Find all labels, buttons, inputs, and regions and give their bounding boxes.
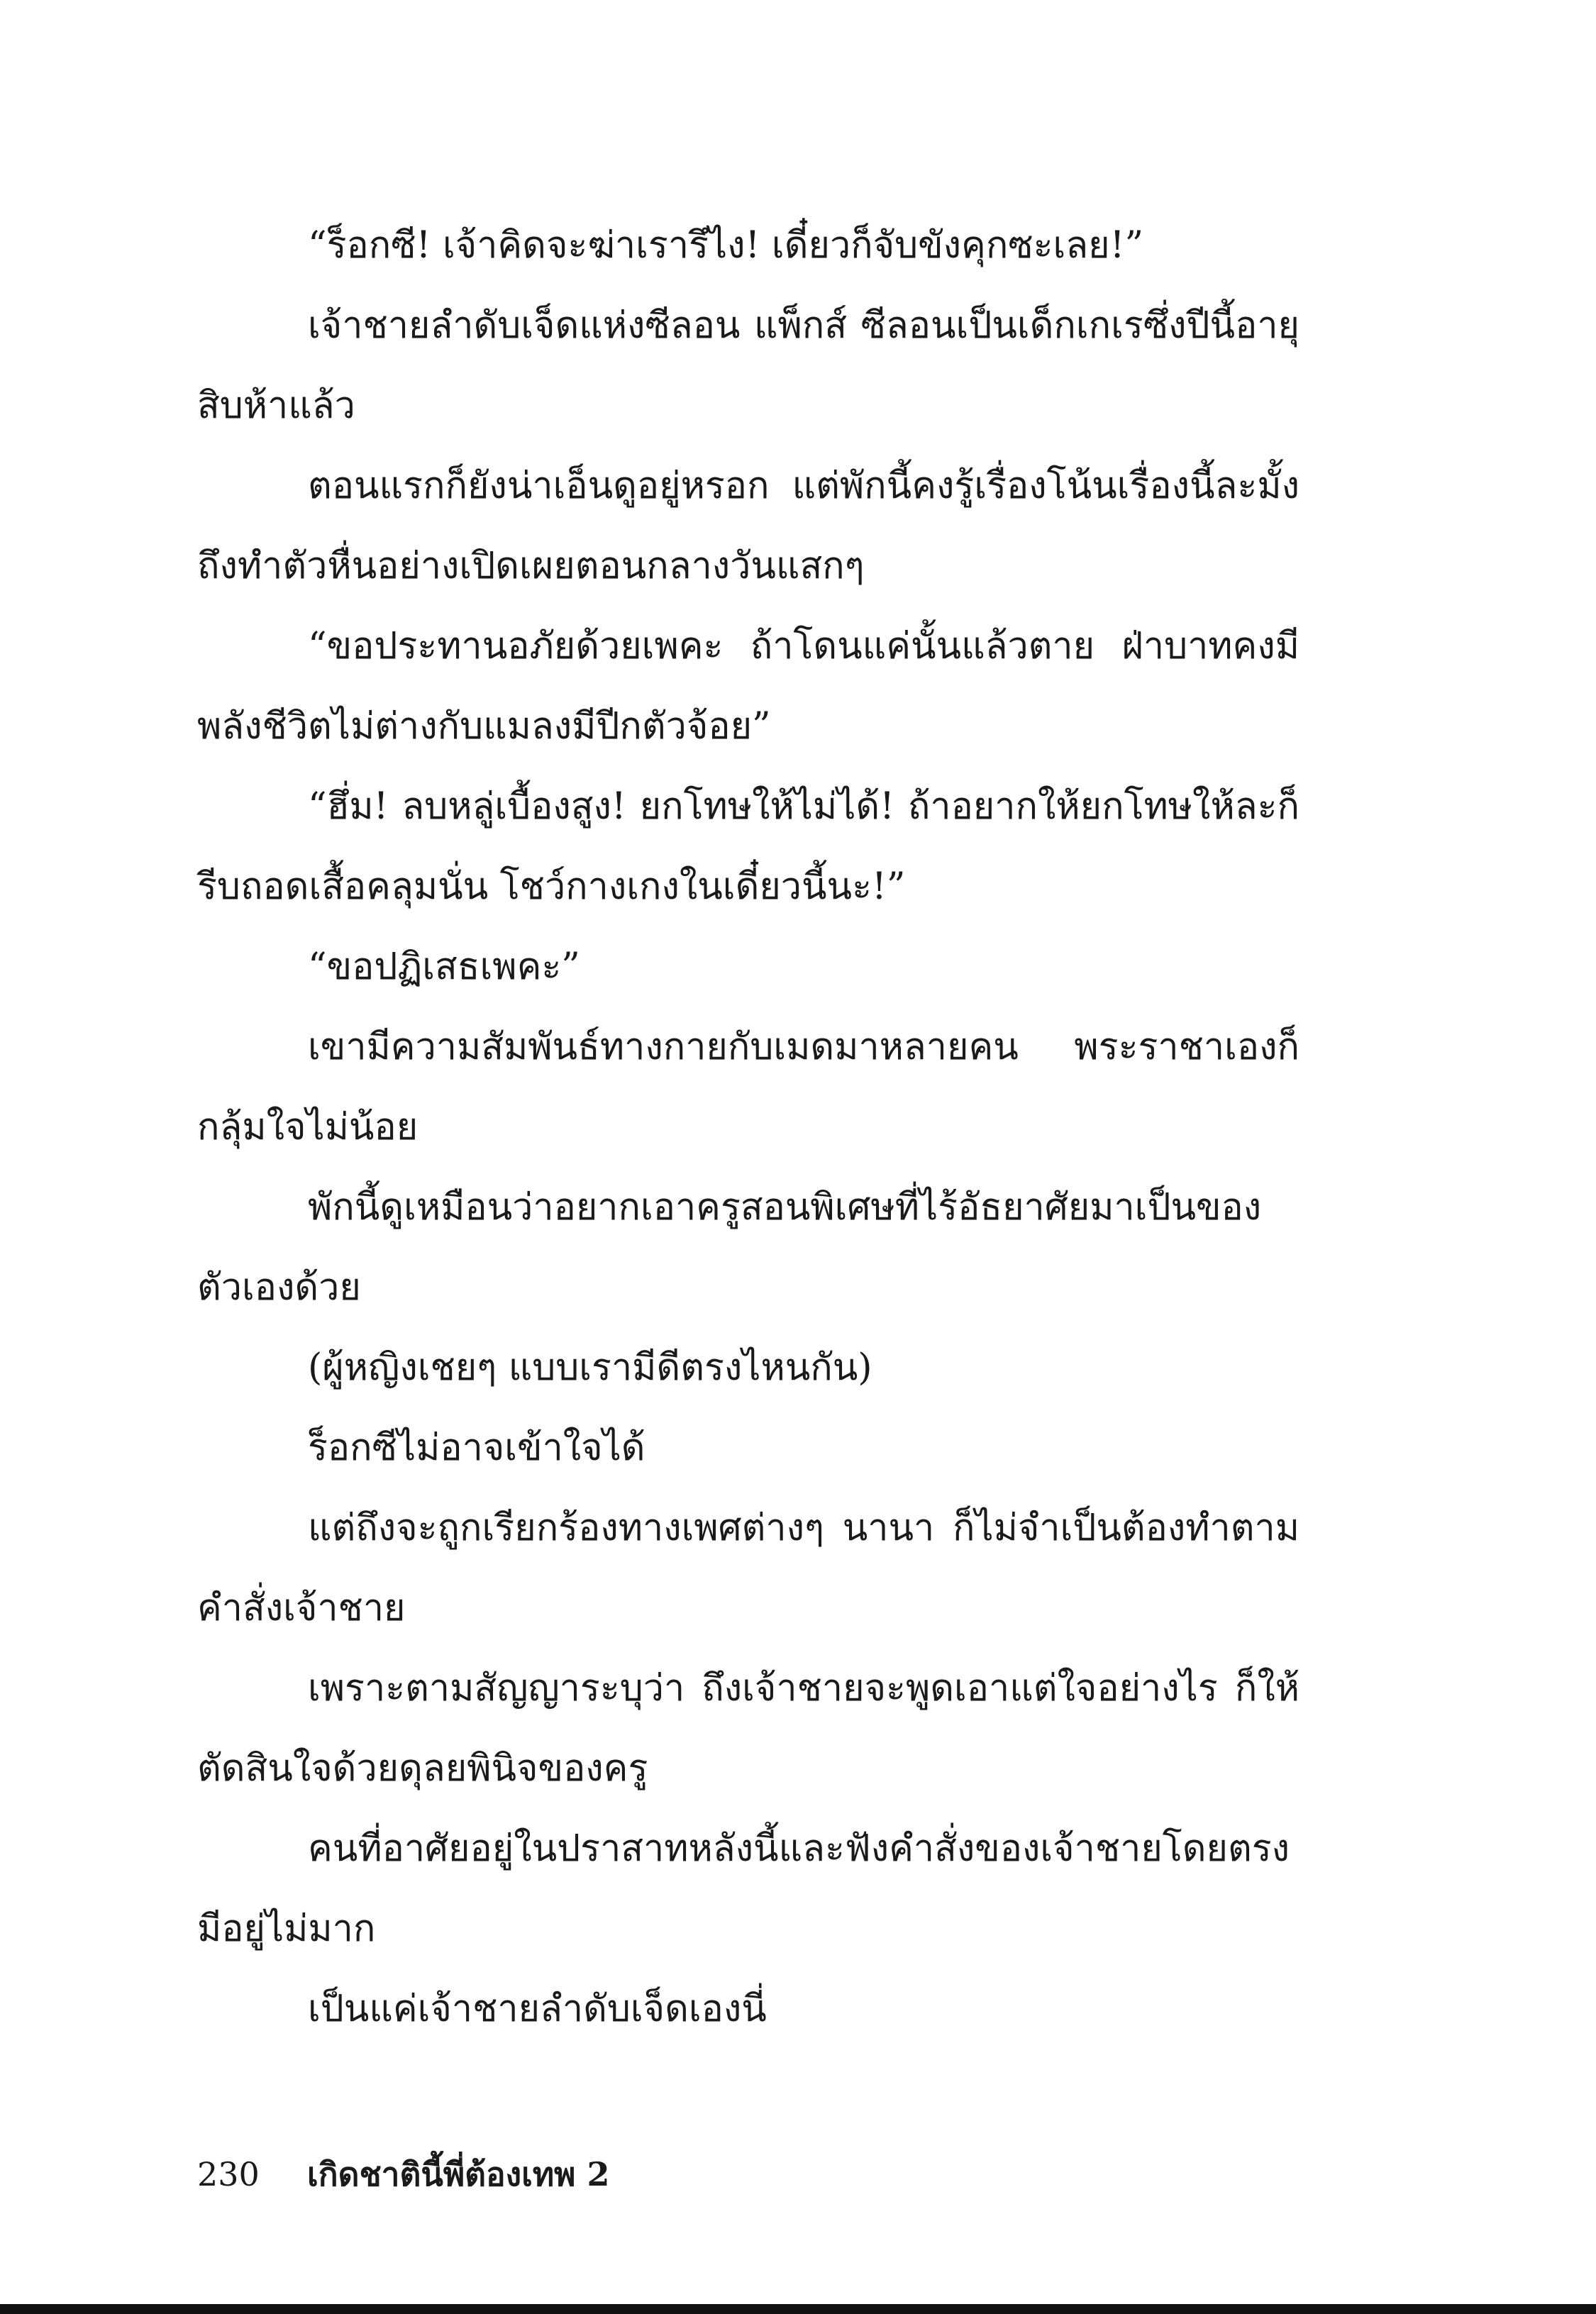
page-footer: [197, 2142, 610, 2206]
paragraph-7: เขามีความสัมพันธ์ทางกายกับเมดมาหลายคน พระราชาเองก็กลุ้มใจไม่น้อย: [197, 1026, 1299, 1148]
bottom-border: [0, 2304, 1596, 2314]
paragraph-4: “ขอประทานอภัยด้วยเพคะ ถ้าโดนแค่นั้นแล้วตาย ฝ่าบาทคงมีพลังชีวิตไม่ต่างกับแมลงมีปีกตัวจ้อย”: [197, 625, 1299, 748]
paragraph-6: “ขอปฏิเสธเพคะ”: [308, 946, 580, 988]
page-number: 230: [197, 2155, 260, 2193]
paragraph-1: “ร็อกซี! เจ้าคิดจะฆ่าเรารึไง! เดี๋ยวก็จับขังคุกซะเลย!”: [308, 224, 1144, 267]
paragraph-3: ตอนแรกก็ยังน่าเอ็นดูอยู่หรอก แต่พักนี้คงรู้เรื่องโน้นเรื่องนี้ละมั้งถึงทำตัวหื่นอย่างเปิดเผยตอนกลางวันแสกๆ: [197, 465, 1299, 587]
paragraph-2: เจ้าชายลำดับเจ็ดแห่งซีลอน แพ็กส์ ซีลอนเป็นเด็กเกเรซึ่งปีนี้อายุสิบห้าแล้ว: [197, 304, 1299, 427]
paragraph-5: “ฮึ่ม! ลบหลู่เบื้องสูง! ยกโทษให้ไม่ได้! ถ้าอยากให้ยกโทษให้ละก็รีบถอดเสื้อคลุมนั่น โชว์กางเกงในเดี๋ยวนี้นะ!”: [197, 785, 1299, 908]
book-title: เกิดชาตินี้พี่ต้องเทพ 2: [307, 2154, 610, 2193]
paragraph-12: เพราะตามสัญญาระบุว่า ถึงเจ้าชายจะพูดเอาแต่ใจอย่างไร ก็ให้ตัดสินใจด้วยดุลยพินิจของครู: [197, 1667, 1299, 1790]
paragraph-9: (ผู้หญิงเชยๆ แบบเรามีดีตรงไหนกัน): [308, 1346, 872, 1389]
paragraph-11: แต่ถึงจะถูกเรียกร้องทางเพศต่างๆ นานา ก็ไม่จำเป็นต้องทำตามคำสั่งเจ้าชาย: [197, 1507, 1299, 1629]
page-body: [197, 206, 1299, 2049]
paragraph-14: เป็นแค่เจ้าชายลำดับเจ็ดเองนี่: [308, 1988, 767, 2030]
paragraph-10: ร็อกซีไม่อาจเข้าใจได้: [308, 1427, 645, 1469]
paragraph-13: คนที่อาศัยอยู่ในปราสาทหลังนี้และฟังคำสั่งของเจ้าชายโดยตรงมีอยู่ไม่มาก: [197, 1827, 1290, 1950]
paragraph-8: พักนี้ดูเหมือนว่าอยากเอาครูสอนพิเศษที่ไร้อัธยาศัยมาเป็นของตัวเองด้วย: [197, 1186, 1262, 1309]
